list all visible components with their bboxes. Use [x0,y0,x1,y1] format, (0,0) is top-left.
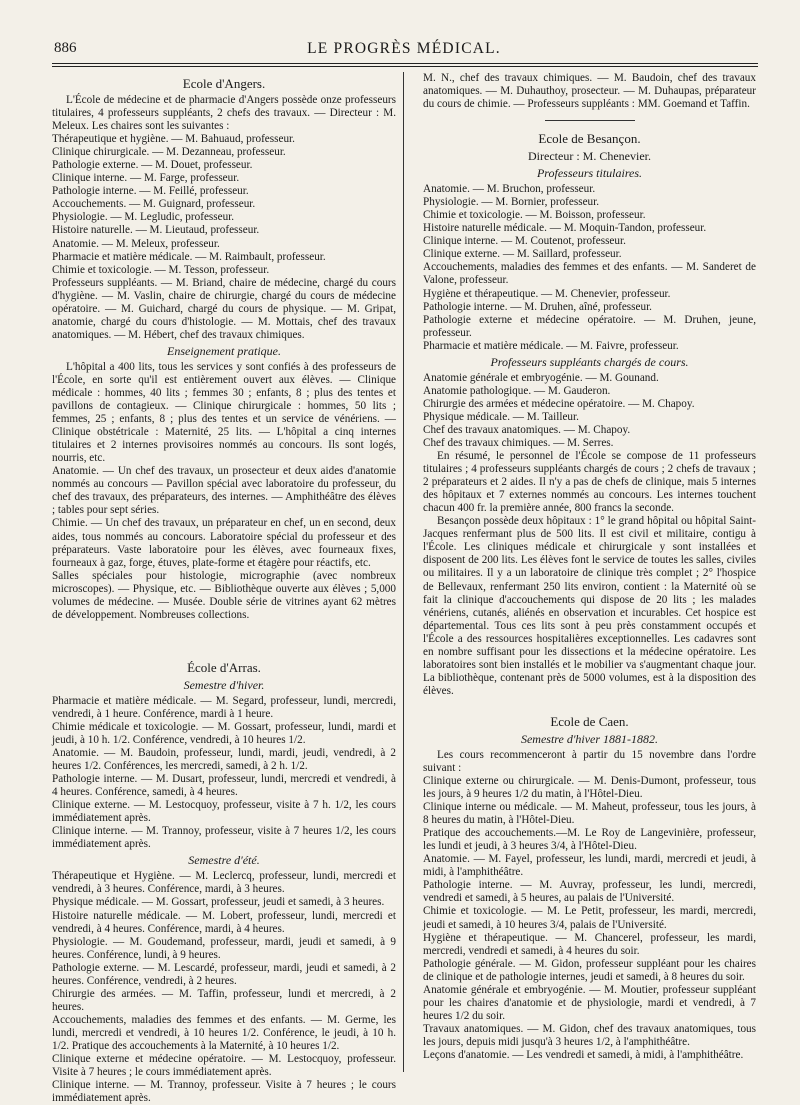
paragraph: Salles spéciales pour histologie, micrographie (avec nombreux microscopes). — Physique, etc. — Bibliothèque ouverte aux élèves ; 5,000 volumes de médecine. — Musée. Double série de vitrines ayant 62 mètres de développement. Nombreuses collections. [52,569,396,621]
chair-line: Chirurgie des armées et médecine opératoire. — M. Chapoy. [423,397,695,410]
chair-line: Anatomie générale et embryogénie. — M. Gounand. [423,371,659,384]
chair-line: Chef des travaux anatomiques. — M. Chapoy. [423,423,631,436]
chair-line: Chef des travaux chimiques. — M. Serres. [423,436,614,449]
section-separator [545,120,635,121]
paragraph: L'hôpital a 400 lits, tous les services y sont confiés à des professeurs de l'École, en sorte qu'il est entièrement ouvert aux élèves. — Clinique médicale : hommes, 40 lits ; femmes 30 ; enfants, 8 ; plus des tentes et pavillons de contagieux. — Clinique chirurgicale : hommes, 50 lits ; femmes, 25 ; enfants, 8 ; plus des tentes et un service de vénériens. — Clinique obstétricale : Maternité, 25 lits. — L'hôpital a cinq internes titulaires et 2 internes provisoires nommés au concours. Ils sont logés, nourris, etc. [52,360,396,465]
course-line: Leçons d'anatomie. — Les vendredi et samedi, à midi, à l'amphithéâtre. [423,1049,744,1061]
spacer [52,622,396,656]
subsection-title: Semestre d'été. [188,853,260,868]
section-title-arras: École d'Arras. [187,659,261,675]
journal-title: LE PROGRÈS MÉDICAL. [307,40,501,57]
course-line: Pratique des accouchements.—M. Le Roy de Langevinière, professeur, les lundi et jeudi, à 3 heures 3/4, à l'Hôtel-Dieu. [423,827,756,853]
spacer [423,698,756,710]
chair-line: Anatomie pathologique. — M. Gauderon. [423,384,611,397]
paragraph: Chimie. — Un chef des travaux, un préparateur en chef, un en second, deux aides, tous nommés au concours. Laboratoire spécial du professeur et des préparateurs. Vaste laboratoire pour les élèves, avec fourneaux fixes, fourneaux à gaz, forge, étuves, plate-forme et étagère pour réactifs, etc. [52,517,396,569]
paragraph: Les cours recommenceront à partir du 15 novembre dans l'ordre suivant : [423,748,756,774]
chair-line: Pathologie interne. — M. Druhen, aîné, professeur. [423,300,652,313]
chair-line: Physiologie. — M. Bornier, professeur. [423,196,600,209]
section-title-caen: Ecole de Caen. [550,713,629,729]
course-line: Pharmacie et matière médicale. — M. Segard, professeur, lundi, mercredi, vendredi, à 1 heure. Conférence, mardi à 1 heure. [52,694,396,720]
section-title-besancon: Ecole de Besançon. [538,131,641,147]
left-column [52,72,396,1105]
chair-line: Accouchements, maladies des femmes et des enfants. — M. Sanderet de Valone, professeur. [423,261,756,287]
subsection-title: Semestre d'hiver 1881-1882. [520,731,659,746]
course-line: Chirurgie des armées. — M. Taffin, professeur, lundi et mercredi, à 2 heures. [52,987,396,1013]
header-rule-thin [52,66,758,67]
chair-line: Accouchements. — M. Guignard, professeur. [52,198,256,211]
course-line: Clinique interne. — M. Trannoy, professeur, visite à 7 heures 1/2, les cours immédiatement après. [52,825,396,851]
subsection-title: Enseignement pratique. [167,343,281,358]
course-line: Clinique externe. — M. Lestocquoy, professeur, visite à 7 h. 1/2, les cours immédiatement après. [52,799,396,825]
course-line: Thérapeutique et Hygiène. — M. Leclercq, professeur, lundi, mercredi et vendredi, à 3 heures. Conférence, mardi, à 3 heures. [52,870,396,896]
course-line: Pathologie externe. — M. Lescardé, professeur, mardi, jeudi et samedi, à 2 heures. Conférence, vendredi, à 2 heures. [52,961,396,987]
course-line: Physique médicale. — M. Gossart, professeur, jeudi et samedi, à 3 heures. [52,896,385,909]
course-line: Anatomie. — M. Baudoin, professeur, lundi, mardi, jeudi, vendredi, à 2 heures 1/2. Conférences, les mercredi, samedi, à 2 h. 1/2. [52,747,396,773]
chair-line: Pathologie externe. — M. Douet, professeur. [52,159,253,172]
course-line: Pathologie générale. — M. Gidon, professeur suppléant pour les chaires de clinique et de pathologie internes, jeudi et samedi, à 8 heures du soir. [423,957,756,983]
chair-line: Pathologie externe et médecine opératoire. — M. Druhen, jeune, professeur. [423,313,756,339]
chair-line: Clinique externe. — M. Saillard, professeur. [423,248,622,261]
course-line: Clinique externe et médecine opératoire. — M. Lestocquoy, professeur. Visite à 7 heures ; le cours immédiatement après. [52,1053,396,1079]
paragraph: Besançon possède deux hôpitaux : 1° le grand hôpital ou hôpital Saint-Jacques renfermant plus de 500 lits. Il est civil et militaire, contigu à l'École. Les cliniques médicale et chirurgicale y sont installées et disposent de 200 lits. Les élèves font le service de toutes les salles, civiles ou militaires. Il y a un laboratoire de clinique très complet ; 2° l'hospice de Bellevaux, renfermant 250 lits environ, contient : la Maternité où se fait la clinique d'accouchements qui dispose de 20 lits ; les malades vénériens, cutanés, aliénés en observation et incurables. Cet hospice est départemental. Tous ces lits sont à peu près constamment occupés et l'École a des ressources hospitalières exceptionnelles. Les cadavres sont en nombre suffisant pour les dissections et la médecine opératoire. Les laboratoires sont bien installés et le mobilier va s'augmentant chaque jour. La bibliothèque, contenant près de 5000 volumes, est à la disposition des élèves. [423,515,756,697]
course-line: Chimie médicale et toxicologie. — M. Gossart, professeur, lundi, mardi et jeudi, à 10 h. 1/2. Conférence, vendredi, à 10 heures 1/2. [52,720,396,746]
chair-line: Anatomie. — M. Bruchon, professeur. [423,183,596,196]
course-line: Clinique interne. — M. Trannoy, professeur. Visite à 7 heures ; le cours immédiatement après. [52,1079,396,1105]
course-line: Travaux anatomiques. — M. Gidon, chef des travaux anatomiques, tous les jours, depuis midi jusqu'à 3 heures 1/2, à l'amphithéâtre. [423,1022,756,1048]
paragraph: Anatomie. — Un chef des travaux, un prosecteur et deux aides d'anatomie nommés au concours — Pavillon spécial avec laboratoire du professeur, du chef des travaux, des préparateurs, des internes. — Amphithéâtre des élèves ; tables pour sept séries. [52,465,396,517]
course-line: Clinique externe ou chirurgicale. — M. Denis-Dumont, professeur, tous les jours, à 9 heures 1/2 du matin, à l'Hôtel-Dieu. [423,775,756,801]
chair-line: Chimie et toxicologie. — M. Boisson, professeur. [423,209,646,222]
course-line: Anatomie générale et embryogénie. — M. Moutier, professeur suppléant pour les chaires d'anatomie et de physiologie, mardi et vendredi, à 7 heures 1/2 du soir. [423,983,756,1022]
course-line: Hygiène et thérapeutique. — M. Chancerel, professeur, les mardi, mercredi, vendredi et samedi, à 4 heures du soir. [423,931,756,957]
subsection-title: Semestre d'hiver. [183,677,265,692]
chair-line: Pharmacie et matière médicale. — M. Raimbault, professeur. [52,250,326,263]
paragraph: En résumé, le personnel de l'École se compose de 11 professeurs titulaires ; 4 professeurs suppléants chargés de cours ; 2 chefs de travaux ; 2 préparateurs et 2 aides. Il n'y a pas de chefs de clinique, mais 5 internes des hôpitaux et 7 externes nommés au concours. Les internes touchent chacun 400 fr. la première année, 800 francs la seconde. [423,450,756,515]
chair-line: Clinique chirurgicale. — M. Dezanneau, professeur. [52,146,286,159]
chair-line: Pharmacie et matière médicale. — M. Faivre, professeur. [423,339,679,352]
paragraph: M. N., chef des travaux chimiques. — M. Baudoin, chef des travaux anatomiques. — M. Duhauthoy, prosecteur. — M. Duhaupas, préparateur du cours de chimie. — Professeurs suppléants : MM. Goemand et Taffin. [423,72,756,111]
paragraph: L'École de médecine et de pharmacie d'Angers possède onze professeurs titulaires, 4 professeurs suppléants, 2 chefs des travaux. — Directeur : M. Meleux. Les chaires sont les suivantes : [52,94,396,133]
chair-line: Histoire naturelle. — M. Lieutaud, professeur. [52,224,260,237]
paragraph: Professeurs suppléants. — M. Briand, chaire de médecine, chargé du cours d'hygiène. — M. Vaslin, chaire de chirurgie, chargé du cours de médecine opératoire. — M. Guichard, chargé du cours de physique. — M. Gripat, anatomie, chargé du cours d'histologie. — M. Mottais, chef des travaux anatomiques. — M. Hébert, chef des travaux chimiques. [52,276,396,341]
chair-line: Pathologie interne. — M. Feillé, professeur. [52,185,249,198]
subsection-title: Professeurs suppléants chargés de cours. [490,354,689,369]
course-line: Anatomie. — M. Fayel, professeur, les lundi, mardi, mercredi et jeudi, à midi, à l'amphithéâtre. [423,853,756,879]
chair-line: Clinique interne. — M. Coutenot, professeur. [423,235,626,248]
header-rule [52,63,758,64]
course-line: Histoire naturelle médicale. — M. Lobert, professeur, lundi, mercredi et vendredi, à 4 heures. Conférence, mardi, à 4 heures. [52,909,396,935]
chair-line: Histoire naturelle médicale. — M. Moquin-Tandon, professeur. [423,222,707,235]
course-line: Accouchements, maladies des femmes et des enfants. — M. Germe, les lundi, mercredi et vendredi, à 10 heures 1/2. Conférence, le jeudi, à 10 h. 1/2. Pratique des accouchements à la Maternité, à 10 heures 1/2. [52,1013,396,1052]
director-line: Directeur : M. Chenevier. [528,149,651,164]
right-column [423,72,756,1062]
chair-line: Physique médicale. — M. Tailleur. [423,410,579,423]
chair-line: Physiologie. — M. Legludic, professeur. [52,211,235,224]
course-line: Chimie et toxicologie. — M. Le Petit, professeur, les mardi, mercredi, jeudi et samedi, à 10 heures 3/4, palais de l'Université. [423,905,756,931]
course-line: Pathologie interne. — M. Dusart, professeur, lundi, mercredi et vendredi, à 4 heures. Conférence, samedi, à 4 heures. [52,773,396,799]
subsection-title: Professeurs titulaires. [536,166,643,181]
course-line: Physiologie. — M. Goudemand, professeur, mardi, jeudi et samedi, à 9 heures. Conférence, lundi, à 9 heures. [52,935,396,961]
course-line: Clinique interne ou médicale. — M. Maheut, professeur, tous les jours, à 8 heures du matin, à l'Hôtel-Dieu. [423,801,756,827]
chair-line: Thérapeutique et hygiène. — M. Bahuaud, professeur. [52,133,295,146]
chair-line: Chimie et toxicologie. — M. Tesson, professeur. [52,263,270,276]
course-line: Pathologie interne. — M. Auvray, professeur, les lundi, mercredi, vendredi et samedi, à 5 heures, au palais de l'Université. [423,879,756,905]
section-title-angers: Ecole d'Angers. [182,76,266,91]
chair-line: Hygiène et thérapeutique. — M. Chenevier, professeur. [423,287,671,300]
column-divider [403,72,404,1072]
chair-line: Clinique interne. — M. Farge, professeur. [52,172,240,185]
chair-line: Anatomie. — M. Meleux, professeur. [52,237,220,250]
page-number: 886 [54,40,77,56]
